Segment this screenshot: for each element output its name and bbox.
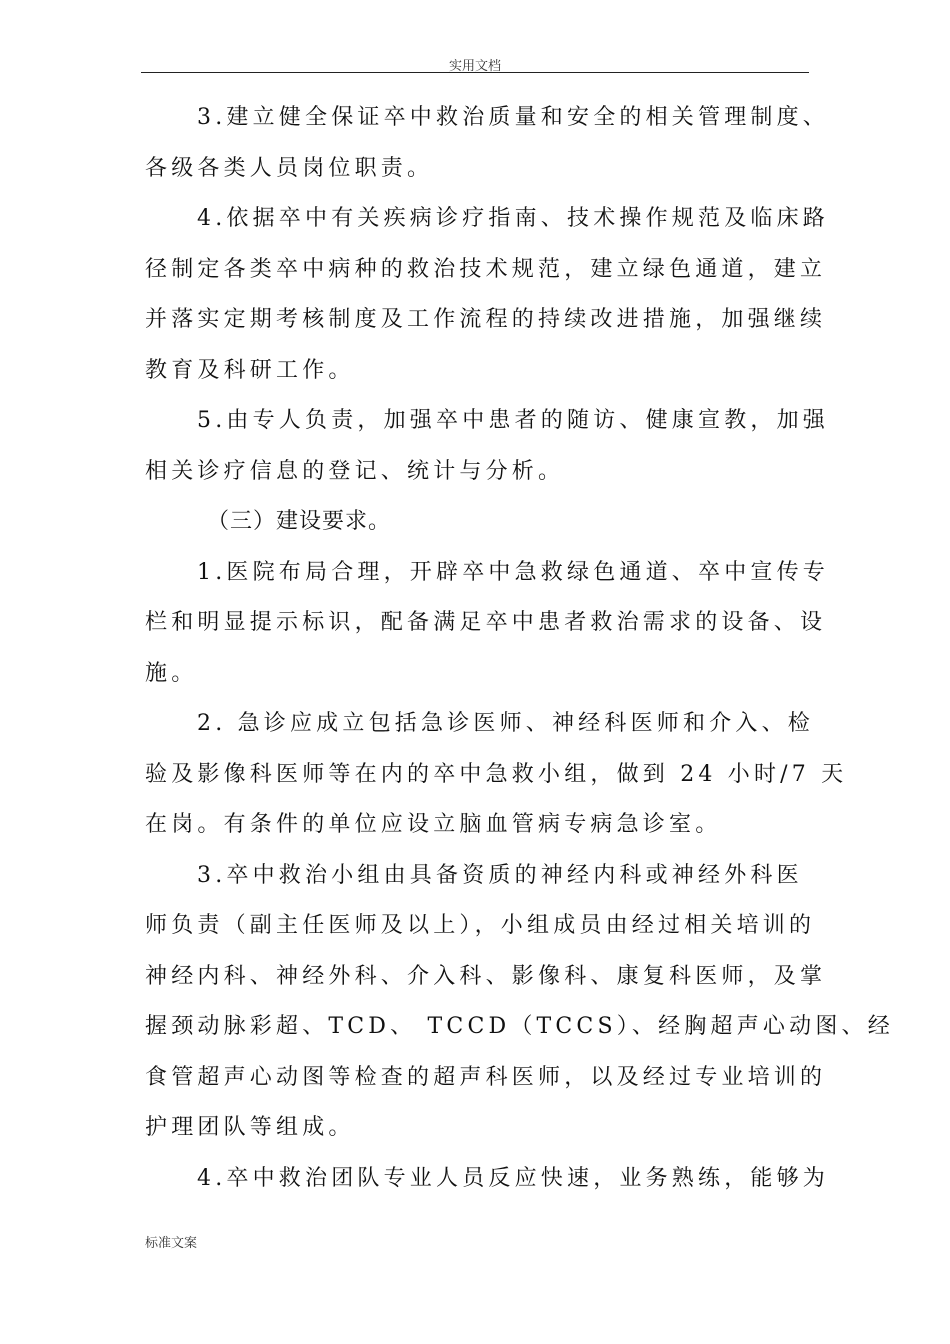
page-footer: 标准文案 xyxy=(145,1236,198,1251)
paragraph-line: 3.卒中救治小组由具备资质的神经内科或神经外科医 xyxy=(197,862,803,888)
paragraph-line: 施。 xyxy=(145,660,198,686)
paragraph-line: 教育及科研工作。 xyxy=(145,357,355,383)
paragraph-line: 握颈动脉彩超、TCD、 TCCD（TCCS）、经胸超声心动图、经 xyxy=(145,1014,894,1039)
paragraph-line: 神经内科、神经外科、介入科、影像科、康复科医师，及掌 xyxy=(145,963,827,989)
section-heading: （三）建设要求。 xyxy=(207,509,392,534)
paragraph-line: 栏和明显提示标识，配备满足卒中患者救治需求的设备、设 xyxy=(145,610,827,635)
page-header: 实用文档 xyxy=(448,59,501,74)
paragraph-line: 4.卒中救治团队专业人员反应快速，业务熟练，能够为 xyxy=(197,1165,829,1191)
header-divider xyxy=(141,72,809,73)
paragraph-line: 师负责（副主任医师及以上），小组成员由经过相关培训的 xyxy=(145,913,816,938)
paragraph-line: 各级各类人员岗位职责。 xyxy=(145,155,434,181)
paragraph-line: 1.医院布局合理，开辟卒中急救绿色通道、卒中宣传专 xyxy=(197,559,829,585)
paragraph-line: 4.依据卒中有关疾病诊疗指南、技术操作规范及临床路 xyxy=(197,206,829,231)
paragraph-line: 并落实定期考核制度及工作流程的持续改进措施，加强继续 xyxy=(145,307,827,332)
paragraph-line: 径制定各类卒中病种的救治技术规范，建立绿色通道，建立 xyxy=(145,256,827,282)
paragraph-line: 在岗。有条件的单位应设立脑血管病专病急诊室。 xyxy=(145,812,722,837)
paragraph-line: 2. 急诊应成立包括急诊医师、神经科医师和介入、检 xyxy=(197,711,814,736)
paragraph-line: 相关诊疗信息的登记、统计与分析。 xyxy=(145,458,565,484)
paragraph-line: 验及影像科医师等在内的卒中急救小组，做到 24 小时/7 天 xyxy=(145,761,848,787)
paragraph-line: 5.由专人负责，加强卒中患者的随访、健康宣教，加强 xyxy=(197,408,829,433)
paragraph-line: 护理团队等组成。 xyxy=(145,1115,355,1140)
document-body xyxy=(145,93,894,1204)
paragraph-line: 3.建立健全保证卒中救治质量和安全的相关管理制度、 xyxy=(197,105,829,130)
paragraph-line: 食管超声心动图等检查的超声科医师，以及经过专业培训的 xyxy=(145,1064,827,1090)
